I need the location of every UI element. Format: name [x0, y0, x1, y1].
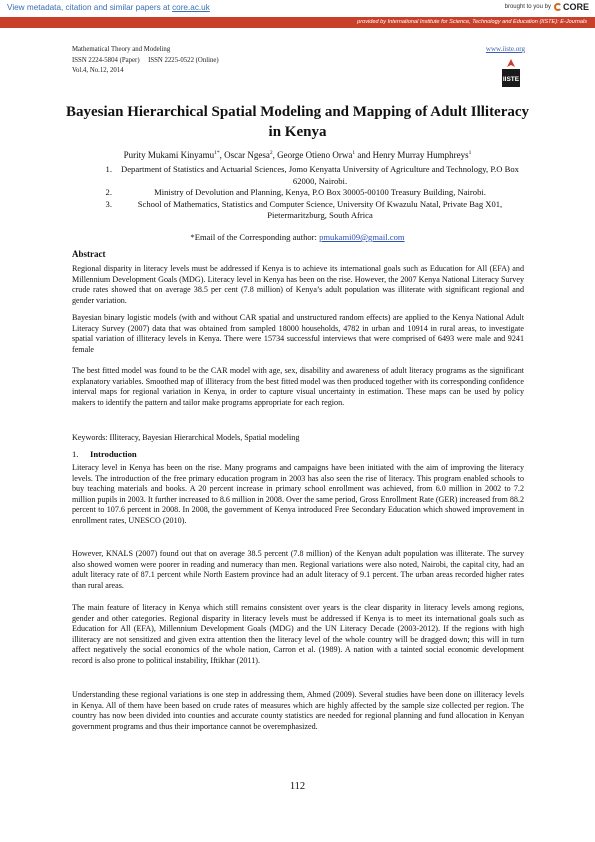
author-name: Henry Murray Humphreys [372, 150, 469, 160]
body-paragraph: However, KNALS (2007) found out that on average 38.5 percent (7.8 million) of the Kenyan adult population was illiterate. The survey also showed women were poorer in reading and numeracy than men. Regional variations were also noted, Nairobi, the capital city, had an adult literacy rate of 87.1 percent while North Eastern province had an adult literacy of 9.1 percent. The urban areas recorded higher rates than rural areas. [72, 549, 524, 590]
body-paragraph: Literacy level in Kenya has been on the rise. Many programs and campaigns have been initiated with the aim of improving the literacy levels. The introduction of the free primary education program in 2003 has also seen the rise of literacy. This program enabled schools to buy teaching materials and books. A 20 percent increase in primary school enrollment was achieved, from 6.0 million in 2002 to 7.2 million pupils in 2003. It further increased to 8.6 million in 2008. Over the same period, Gross Enrollment Rate (GER) increased from 88.2 percent to 107.6 percent in 2008. In 2008, the government of Kenya introduced Free Secondary Education which showed improvement in enrollment rates, UNESCO (2010). [72, 463, 524, 525]
author-name: Oscar Ngesa [224, 150, 270, 160]
abstract-heading: Abstract [72, 249, 106, 259]
author-affiliation-mark: 2 [269, 150, 273, 156]
page-number: 112 [289, 781, 306, 792]
abstract-paragraph: Bayesian binary logistic models (with and without CAR spatial and unstructured random effects) are applied to the Kenya National Adult Literacy Survey (2007) data that was obtained from sampled 18000 households, 4782 in urban and 10914 in rural areas, to investigate spatial variation of illiteracy levels in Kenya. There were 15734 successful interviews that were comprised of 6493 were male and 9241 female [72, 313, 524, 354]
email-label: *Email of the Corresponding author: [190, 232, 317, 242]
abstract-paragraph: The best fitted model was found to be the CAR model with age, sex, disability and awareness of adult literacy programs as the significant explanatory variables. Smoothed map of illiteracy from the best fitted model was then produced together with its corresponding confidence interval maps for regional variation in Kenya, in order to capture visual uncertainty in estimation. These maps can be used by policy makers to identify the pattern and tailor make programs appropriate for each region. [72, 366, 524, 407]
iiste-logo-text: IISTE [502, 76, 520, 83]
author-name: Purity Mukami Kinyamu [123, 150, 215, 160]
core-metadata-text [7, 3, 210, 12]
email-link[interactable]: pmukami09@gmail.com [319, 232, 405, 242]
affiliation-text: Department of Statistics and Actuarial Sciences, Jomo Kenyatta University of Agriculture and Technology, P.O Box 62000, Nairobi. [121, 164, 519, 186]
author-name: George Otieno Orwa [277, 150, 353, 160]
core-metadata-label: View metadata, citation and similar papers at [7, 3, 170, 12]
core-logo-icon [554, 3, 562, 11]
affiliation-number: 2. [105, 187, 112, 197]
iiste-logo-icon [500, 58, 522, 88]
affiliation-number: 3. [105, 198, 112, 209]
author-affiliation-mark: 1 [468, 150, 472, 156]
section-number: 1. [72, 449, 79, 459]
core-logo[interactable] [554, 2, 589, 12]
keywords: Keywords: Illiteracy, Bayesian Hierarchical Models, Spatial modeling [72, 433, 300, 442]
affiliation-number: 1. [105, 164, 112, 174]
abstract-paragraph: Regional disparity in literacy levels must be addressed if Kenya is to achieve its international goals such as Education for All (EFA) and Millennium Development Goals (MDG). Literacy level in Kenya has been on the rise. However, the 2007 Kenya National Literacy Survey crude rates showed that on average 38.5 per cent (7.8 million) of Kenya’s adult population was illiterate with significant regional and gender variation. [72, 264, 524, 305]
body-paragraph: The main feature of literacy in Kenya which still remains consistent over years is the clear disparity in literacy levels among regions, gender and other categories. Regional disparity in literacy levels must be addressed if Kenya is to meet its international goals such as Education for All (EFA), Millennium Development Goals (MDG) and the UN Literacy Decade (2003-2012). If the regions with high illiteracy are not sensitized and given extra attention then the literacy level of the whole country will be dragged down; this will in turn affect negatively the social economics of the whole nation, Carron et al. (1989). A nation with a tainted social economic development record is also prone to political instability, Iftikhar (2011). [72, 603, 524, 665]
journal-volume: Vol.4, No.12, 2014 [72, 67, 124, 75]
affiliation-item [90, 164, 520, 187]
core-logo-text: CORE [562, 2, 589, 12]
body-paragraph: Understanding these regional variations is one step in addressing them, Ahmed (2009). Several studies have been done on illiteracy levels in Kenya. All of them have been based on crude rates of measures which are highly affected by the sample size collected per region. The country has now been divided into counties and accurate county statistics are needed for regional planning and fund allocation in Kenyan government programs and thus their importance cannot be overemphasized. [72, 690, 524, 731]
author-affiliation-mark: 1* [214, 150, 220, 156]
journal-name: Mathematical Theory and Modeling [72, 46, 171, 53]
affiliation-item [90, 199, 520, 222]
affiliation-item [90, 187, 520, 199]
provider-banner [0, 17, 595, 28]
journal-info [72, 45, 219, 77]
affiliation-list [90, 164, 520, 222]
core-link[interactable]: core.ac.uk [172, 3, 210, 12]
journal-issn: ISSN 2224-5804 (Paper) ISSN 2225-0522 (Online) [72, 56, 219, 64]
provider-text: provided by International Institute for Science, Technology and Education (IISTE): E-Journals [357, 18, 587, 25]
journal-website-link[interactable]: www.iiste.org [485, 45, 525, 53]
affiliation-text: School of Mathematics, Statistics and Computer Science, University Of Kwazulu Natal, Private Bag X01, Pietermaritzburg, South Africa [137, 198, 503, 220]
corresponding-email [60, 232, 535, 242]
affiliation-text: Ministry of Devolution and Planning, Kenya, P.O Box 30005-00100 Treasury Building, Nairobi. [154, 187, 486, 197]
author-affiliation-mark: 1 [352, 150, 356, 156]
section-title: Introduction [90, 449, 137, 459]
paper-title: Bayesian Hierarchical Spatial Modeling and Mapping of Adult Illiteracy in Kenya [65, 104, 530, 140]
brought-by-label: brought to you by [504, 4, 551, 10]
core-banner [0, 0, 595, 17]
section-heading [72, 449, 137, 459]
author-list: Purity Mukami Kinyamu$^{1*}$, Oscar Ngesa$^2$, George Otieno Orwa$^1$ and Henry Murray Humphreys$^1$ [123, 150, 472, 160]
core-brought-by[interactable] [505, 2, 589, 12]
